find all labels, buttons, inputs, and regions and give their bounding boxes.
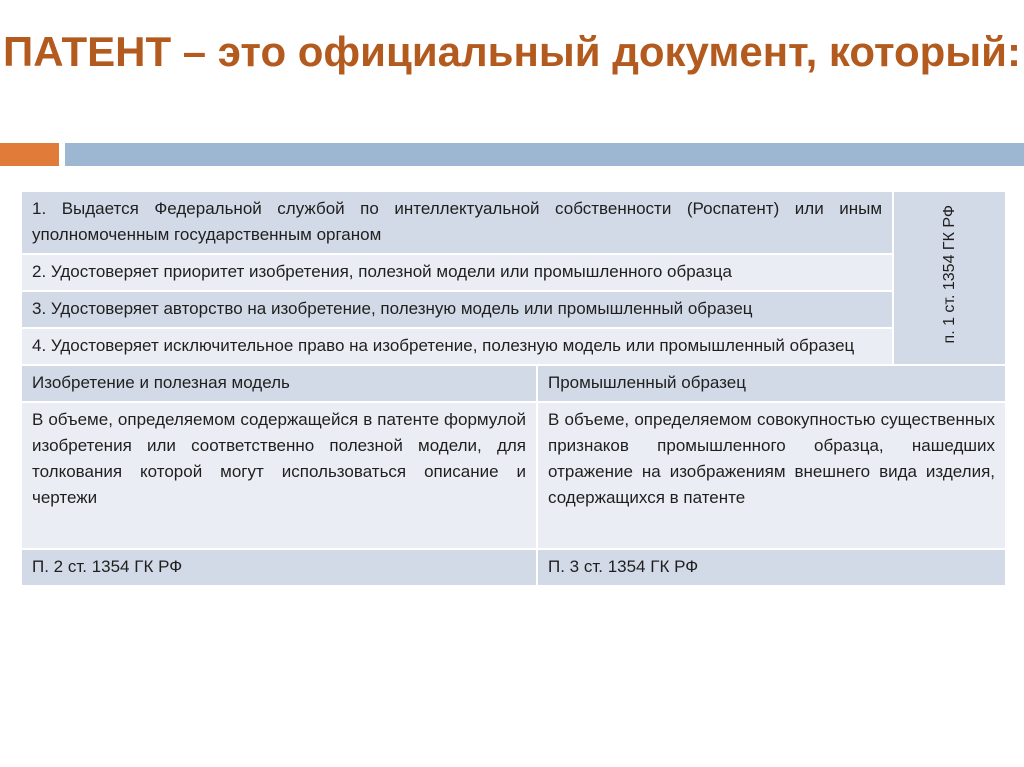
accent-bar xyxy=(0,143,59,166)
slide-title: ПАТЕНТ – это официальный документ, который: xyxy=(3,28,1021,75)
right-column-body: В объеме, определяемом совокупностью существенных признаков промышленного образца, нашедших отражение на изображениям внешнего вида изделия, содержащихся в патенте xyxy=(537,402,1006,549)
right-column-header: Промышленный образец xyxy=(537,365,1006,402)
table-row: 1. Выдается Федеральной службой по интеллектуальной собственности (Роспатент) или иным уполномоченным государственным органом xyxy=(21,191,893,254)
left-column-header: Изобретение и полезная модель xyxy=(21,365,537,402)
table-row: 4. Удостоверяет исключительное право на изобретение, полезную модель или промышленный образец xyxy=(21,328,893,365)
side-label: п. 1 ст. 1354 ГК РФ xyxy=(940,204,958,344)
left-column-body: В объеме, определяемом содержащейся в патенте формулой изобретения или соответственно полезной модели, для толкования которой могут использоваться описание и чертежи xyxy=(21,402,537,549)
table-row: 3. Удостоверяет авторство на изобретение, полезную модель или промышленный образец xyxy=(21,291,893,328)
table-row: 2. Удостоверяет приоритет изобретения, полезной модели или промышленного образца xyxy=(21,254,893,291)
patent-table xyxy=(20,190,1007,587)
side-label-cell xyxy=(893,191,1006,365)
right-column-footer: П. 3 ст. 1354 ГК РФ xyxy=(537,549,1006,586)
header-rule-bar xyxy=(65,143,1024,166)
left-column-footer: П. 2 ст. 1354 ГК РФ xyxy=(21,549,537,586)
